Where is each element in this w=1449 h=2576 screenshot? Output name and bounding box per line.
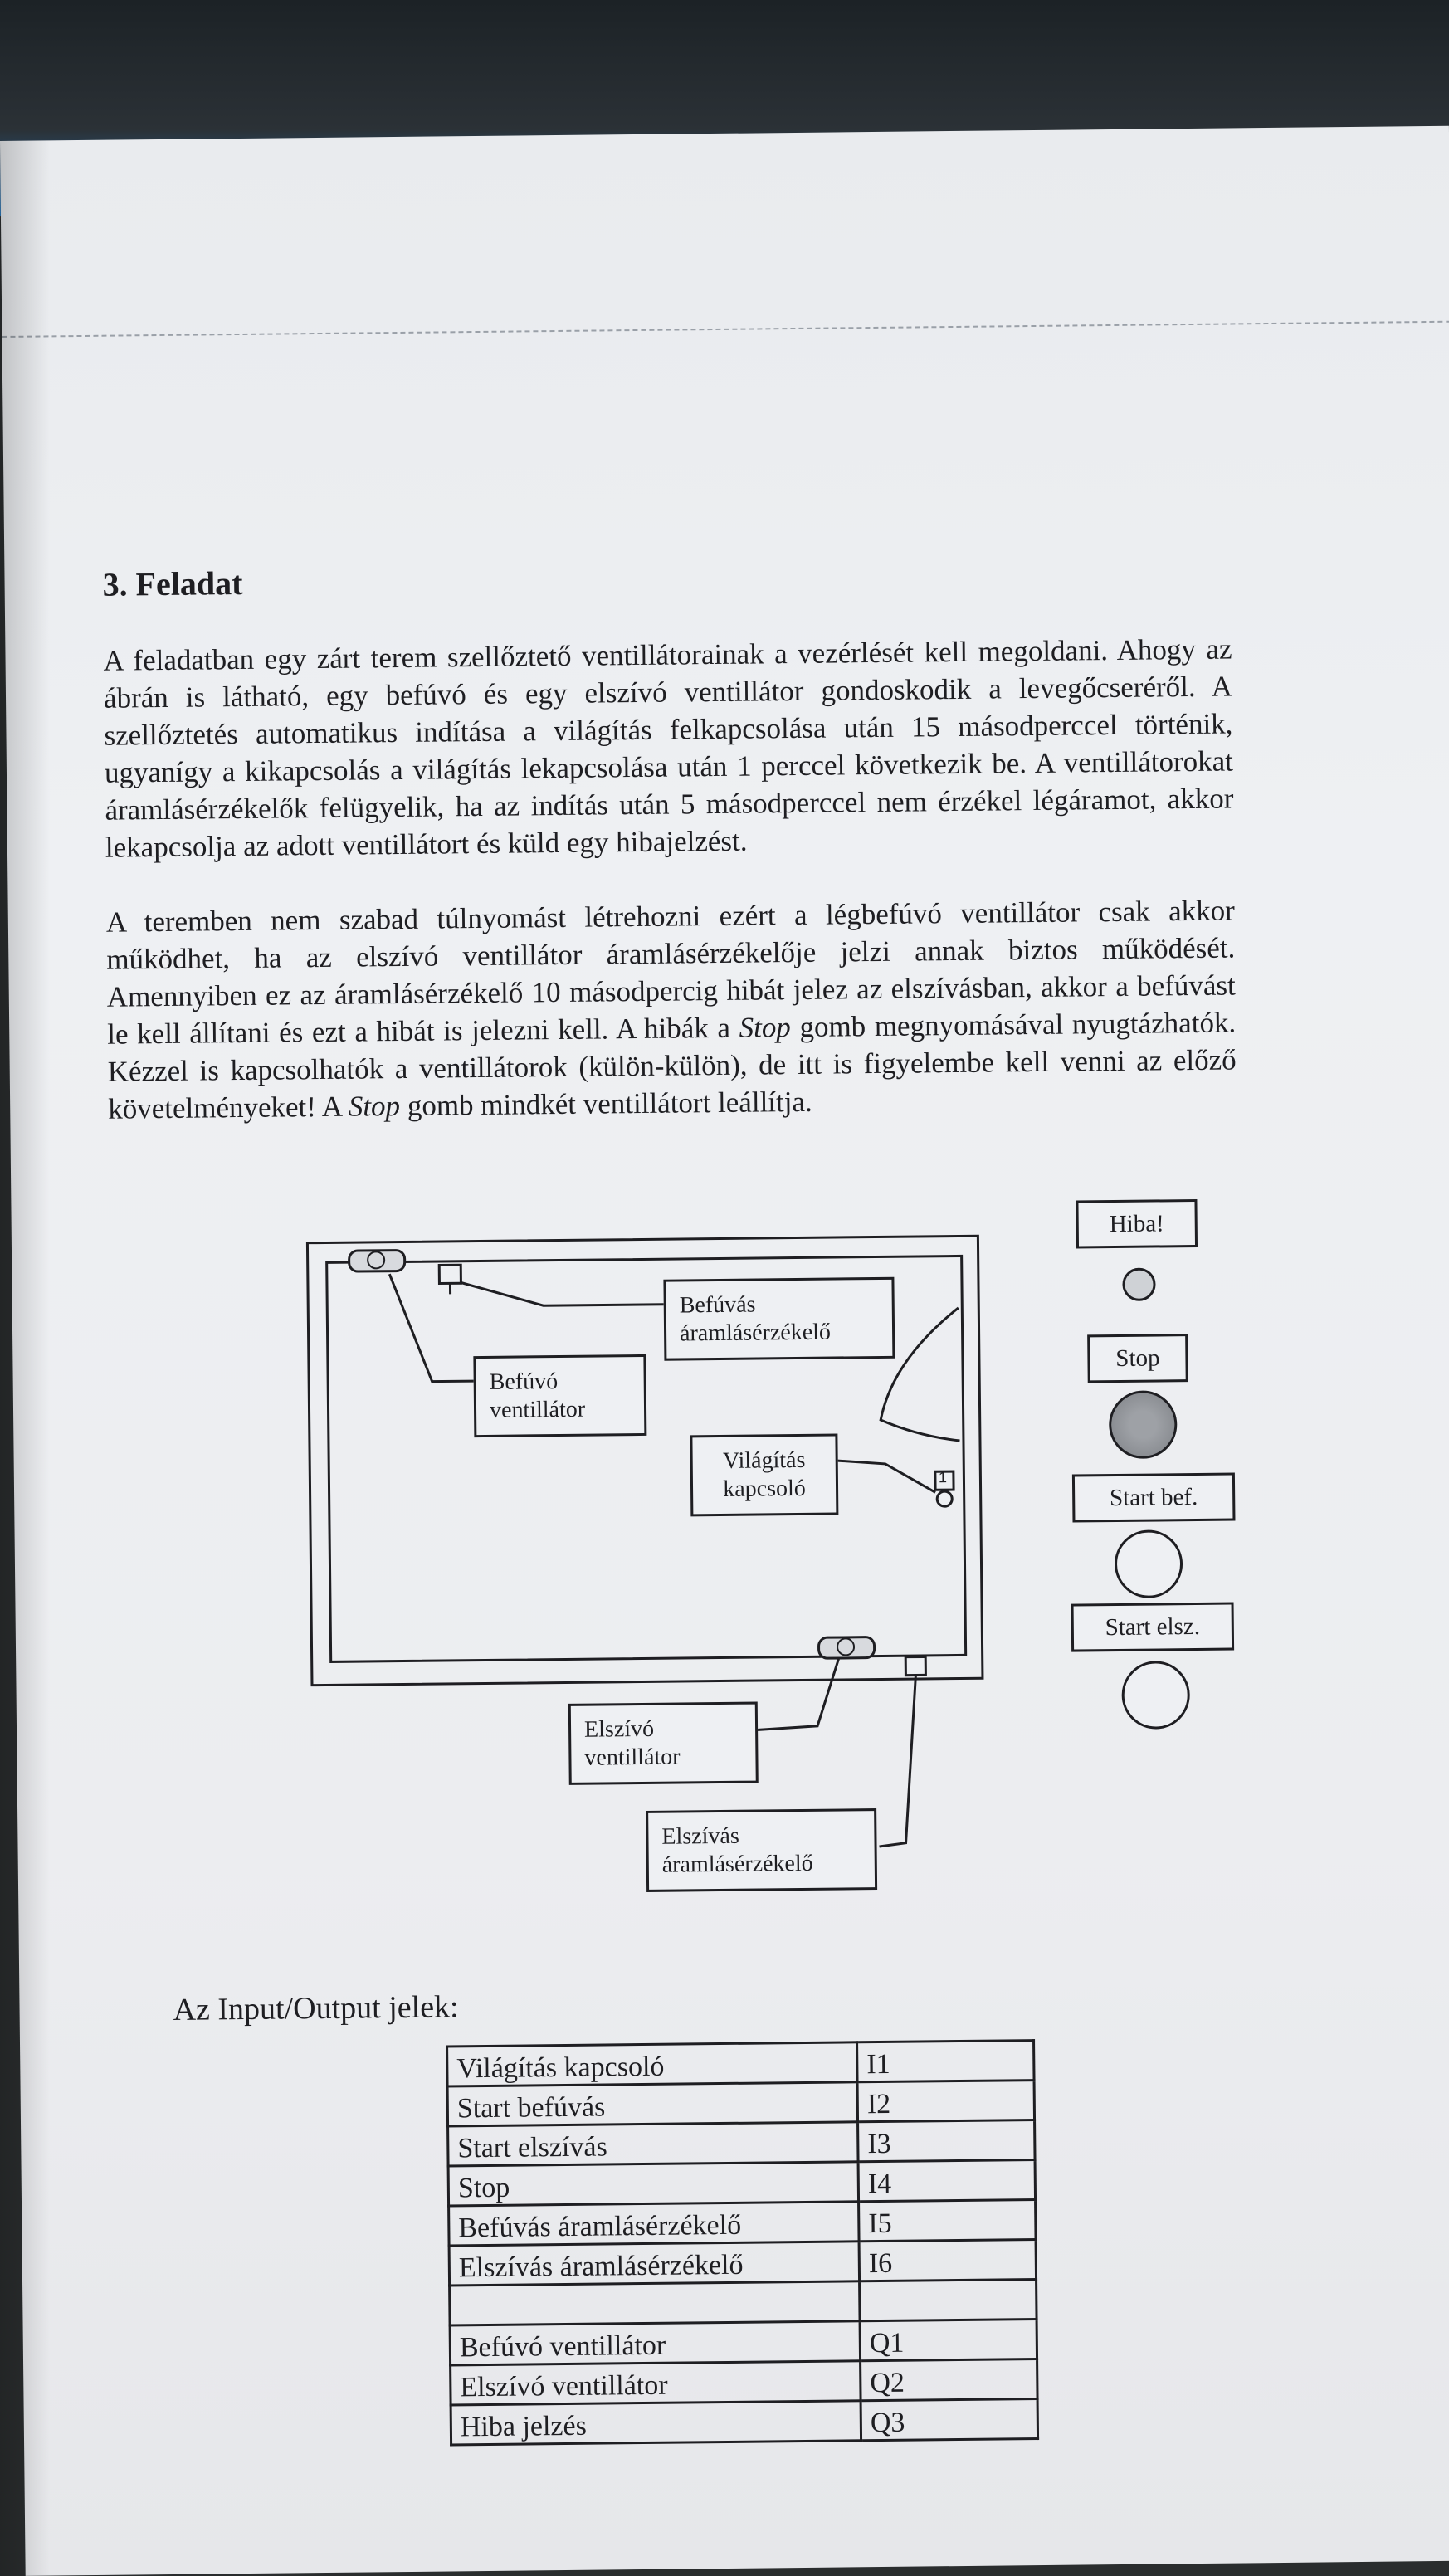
io-code: I2	[857, 2081, 1034, 2122]
page-edge-shadow	[0, 141, 50, 2576]
paragraph-2-part2: gomb megnyomásával nyugtázhatók. Kézzel is kapcsolhatók a ventillátorok (külön-külön), de itt is figyelembe kell venni az előző követelményeket! A	[107, 1006, 1237, 1125]
table-row	[450, 2320, 1037, 2365]
table-row	[447, 2041, 1034, 2086]
io-code: I5	[859, 2200, 1036, 2242]
befuvas-sensor-label	[663, 1277, 895, 1361]
stop-label: Stop	[1087, 1334, 1188, 1383]
hiba-lamp	[1122, 1267, 1155, 1300]
io-name: Befúvó ventillátor	[450, 2321, 860, 2365]
task-heading: 3. Feladat	[102, 564, 243, 603]
table-row	[450, 2280, 1037, 2325]
io-title: Az Input/Output jelek:	[173, 1989, 459, 2027]
stop-button[interactable]	[1109, 1390, 1178, 1459]
io-code: I4	[858, 2160, 1035, 2202]
io-code: I1	[857, 2041, 1034, 2082]
paragraph-2-part1: A teremben nem szabad túlnyomást létrehozni ezért a légbefúvó ventillátor csak akkor működhet, ha az elszívó ventillátor áramlásérzékelője jelzi annak biztos működését. Amennyiben ez az áramlásérzékelő 10 másodpercig hibát jelez az elszívásban, akkor a befúvást le kell állítani és ezt a hibát is jelezni kell. A hibák a	[105, 894, 1236, 1051]
io-code: Q2	[861, 2359, 1037, 2401]
hiba-label: Hiba!	[1076, 1199, 1198, 1249]
leader-elszivas-sensor	[877, 1676, 917, 1847]
befuvo-fan-label-l2: ventillátor	[489, 1396, 586, 1423]
io-name: Start befúvás	[447, 2082, 857, 2126]
leader-switch	[832, 1459, 935, 1493]
stop-emphasis-1: Stop	[739, 1011, 792, 1044]
io-name	[450, 2281, 860, 2325]
befuvas-sensor-label-l2: áramlásérzékelő	[679, 1319, 832, 1347]
table-row	[451, 2399, 1037, 2445]
io-name: Világítás kapcsoló	[447, 2042, 857, 2086]
elszivo-fan-label	[568, 1702, 759, 1785]
paper-sheet	[0, 126, 1449, 2576]
table-row	[449, 2240, 1036, 2286]
paragraph-1: A feladatban egy zárt terem szellőztető ventillátorainak a vezérlését kell megoldani. Ahogy az ábrán is látható, egy befúvó és egy elszívó ventillátor gondoskodik a levegőcseréről. A szellőztetés automatikus indítása a világítás felkapcsolása után 15 másodperccel történik, ugyanígy a kikapcsolás a világítás lekapcsolása után 1 perccel következik be. A ventillátorokat áramlásérzékelők felügyelik, ha az indítás után 5 másodperccel nem érzékel légáramot, akkor lekapcsolja az adott ventillátort és küld egy hibajelzést.	[103, 632, 1234, 864]
vilagitas-label-l2: kapcsoló	[723, 1475, 806, 1502]
start-elsz-button[interactable]	[1121, 1661, 1190, 1730]
befuvas-sensor-symbol	[439, 1265, 461, 1283]
befuvo-fan-label	[473, 1354, 646, 1437]
table-row	[447, 2081, 1034, 2126]
befuvas-sensor-label-l1: Befúvás	[679, 1291, 756, 1319]
io-name: Start elszívás	[448, 2122, 858, 2166]
switch-mark: 1	[938, 1469, 948, 1486]
io-code: I6	[859, 2240, 1036, 2281]
io-code: I3	[858, 2120, 1035, 2162]
leader-befuvo-fan	[389, 1273, 473, 1382]
elszivas-sensor-label	[646, 1808, 877, 1892]
elszivas-sensor-symbol	[905, 1656, 925, 1675]
leader-elszivo-fan	[754, 1649, 842, 1730]
io-code: Q1	[860, 2320, 1037, 2361]
vilagitas-label-l1: Világítás	[722, 1447, 806, 1474]
io-code	[860, 2280, 1037, 2321]
elszivas-sensor-label-l2: áramlásérzékelő	[661, 1850, 813, 1878]
io-code: Q3	[861, 2399, 1037, 2441]
start-bef-button[interactable]	[1115, 1530, 1183, 1598]
befuvo-fan-label-l1: Befúvó	[489, 1368, 559, 1395]
stop-emphasis-2: Stop	[348, 1090, 401, 1123]
start-elsz-label: Start elsz.	[1071, 1603, 1235, 1652]
io-name: Elszívás áramlásérzékelő	[449, 2242, 859, 2286]
io-name: Elszívó ventillátor	[451, 2361, 861, 2405]
switch-lamp	[937, 1491, 952, 1506]
io-name: Hiba jelzés	[451, 2401, 861, 2445]
io-name: Stop	[448, 2162, 858, 2206]
elszivas-sensor-label-l1: Elszívás	[661, 1822, 739, 1850]
start-bef-label: Start bef.	[1072, 1473, 1236, 1523]
leader-befuvas-sensor	[451, 1278, 663, 1307]
table-row	[448, 2160, 1035, 2206]
elszivo-fan-symbol	[817, 1636, 876, 1660]
io-name: Befúvás áramlásérzékelő	[449, 2202, 859, 2246]
table-row	[451, 2359, 1037, 2405]
table-row	[449, 2200, 1036, 2246]
io-table	[446, 2039, 1039, 2446]
befuvo-fan-symbol	[348, 1249, 406, 1273]
paragraph-2-part3: gomb mindkét ventillátort leállítja.	[399, 1085, 812, 1123]
table-row	[448, 2120, 1035, 2166]
elszivo-fan-label-l2: ventillátor	[584, 1744, 681, 1771]
vilagitas-label	[690, 1434, 838, 1517]
elszivo-fan-label-l1: Elszívó	[583, 1715, 655, 1743]
